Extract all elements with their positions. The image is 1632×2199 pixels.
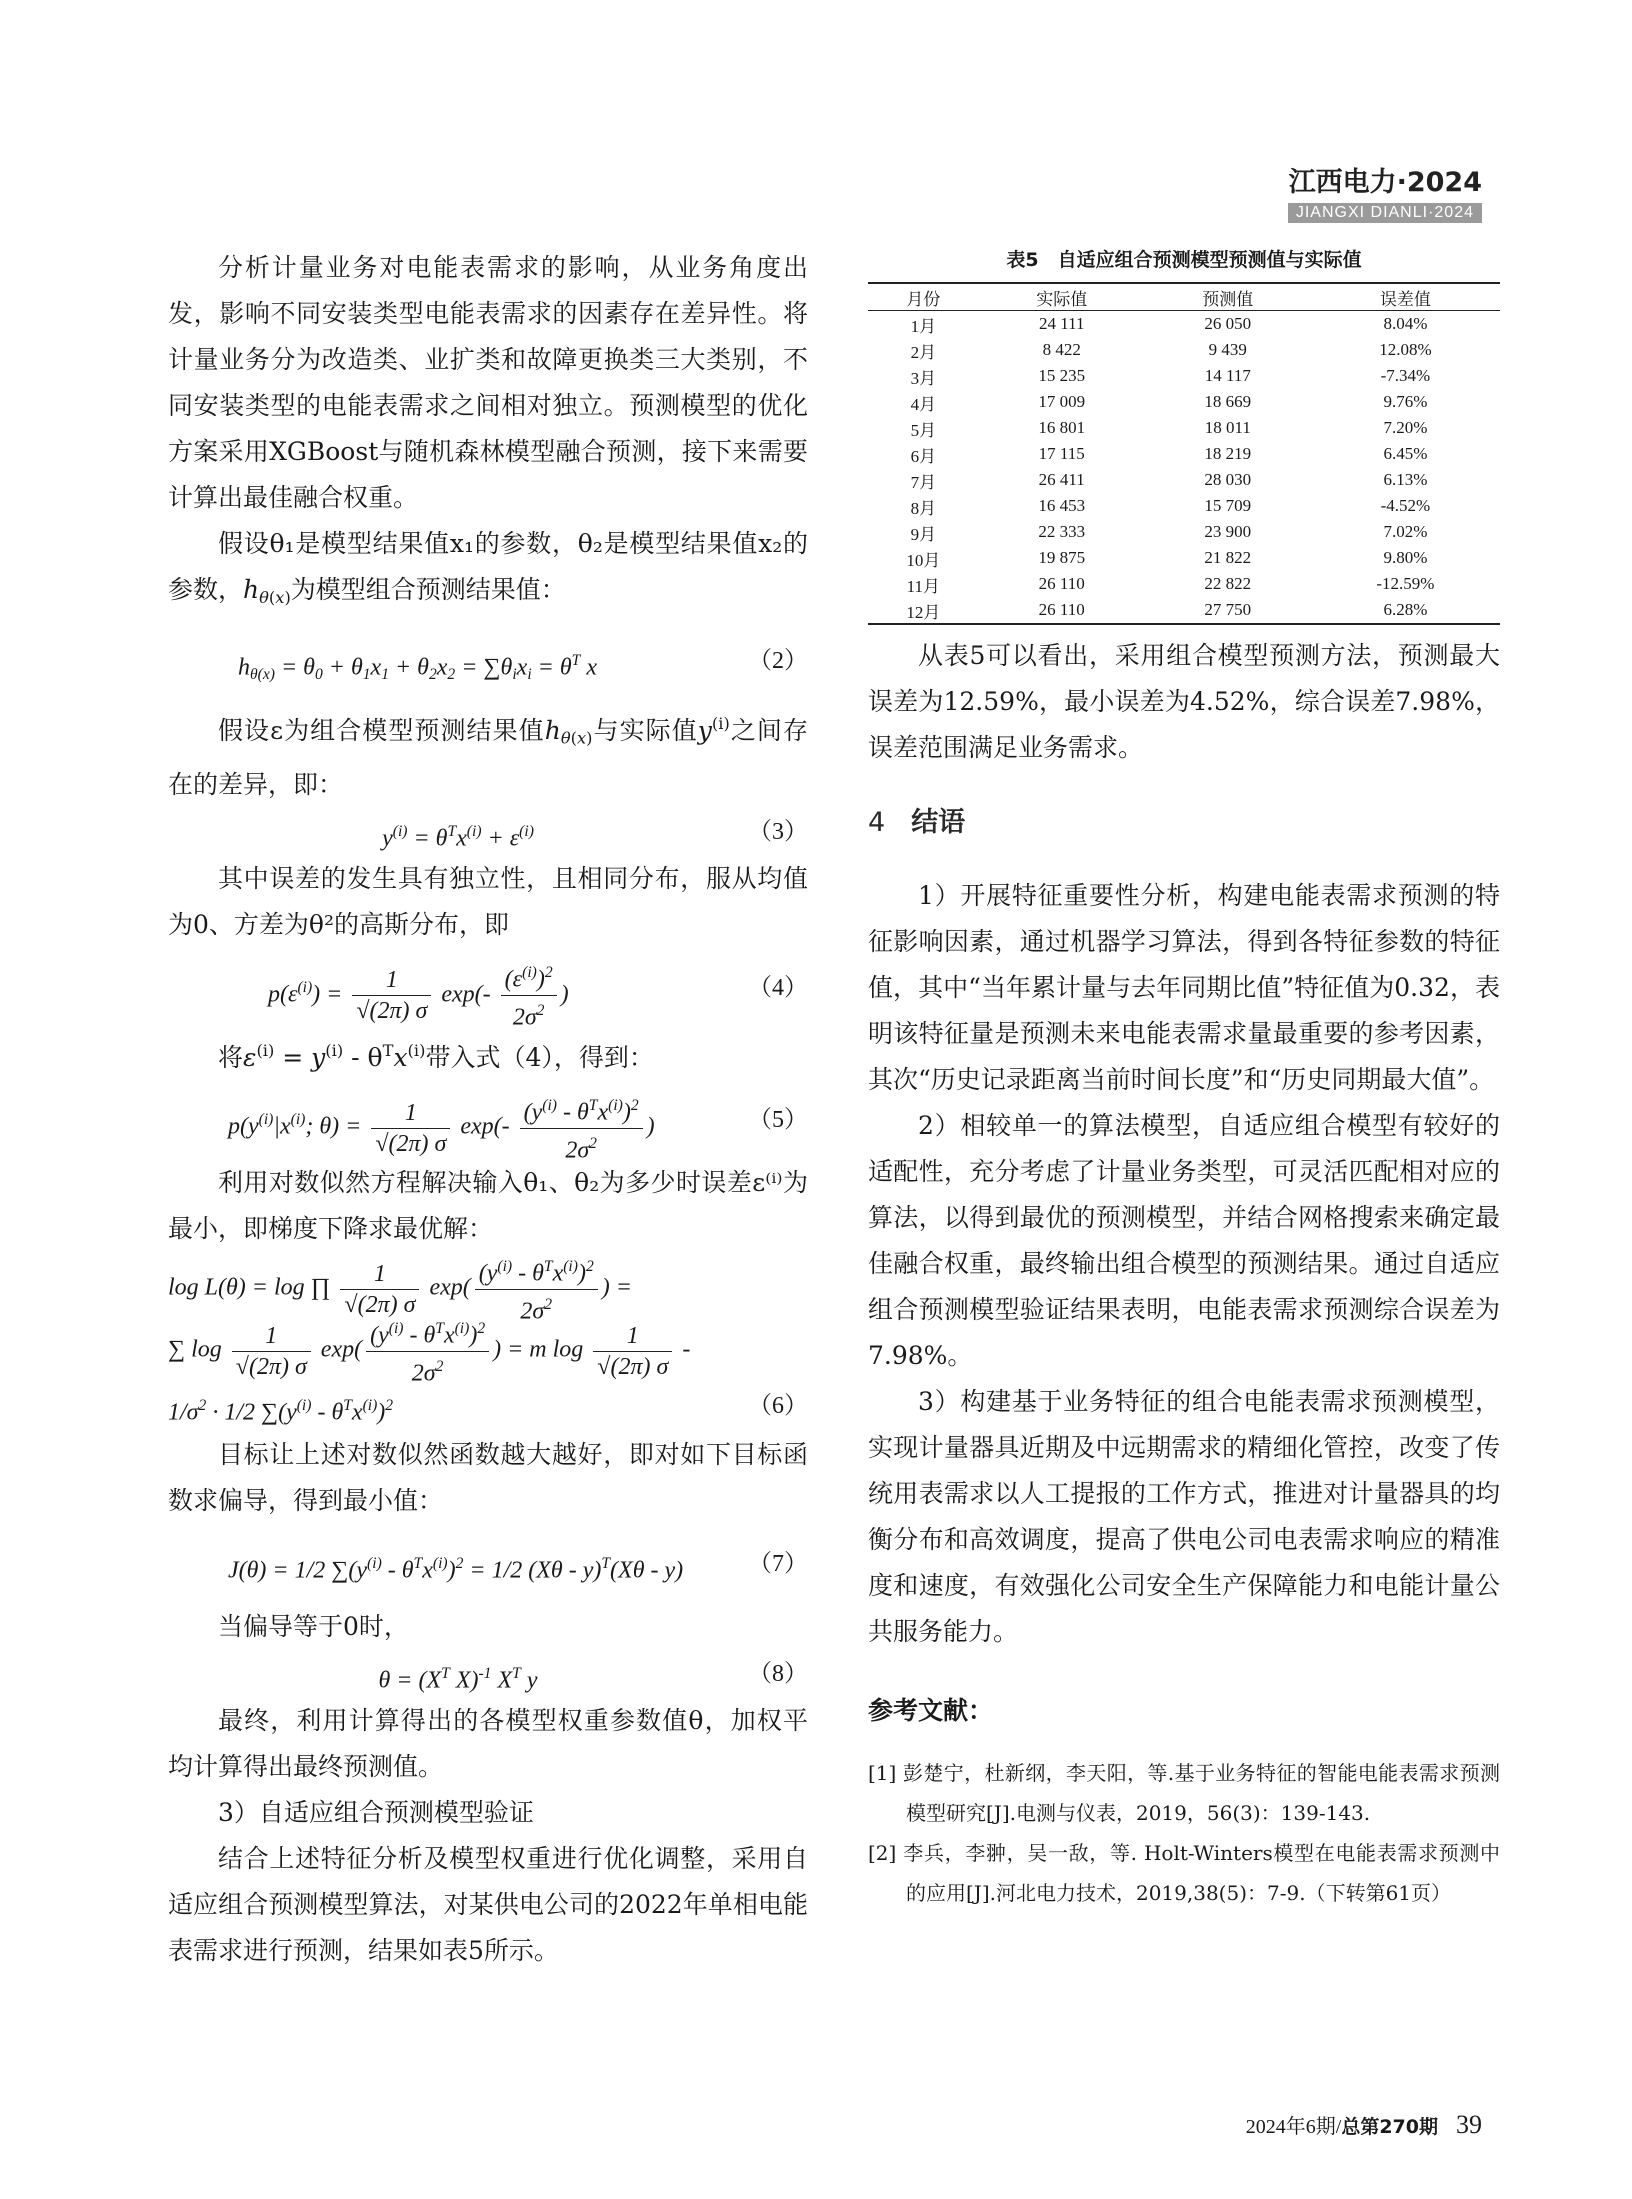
table-header: 实际值: [1036, 289, 1088, 309]
table-cell: 7月: [910, 472, 937, 492]
table-row: [868, 363, 1500, 389]
journal-header: [1288, 160, 1482, 223]
paragraph: 利用对数似然方程解决输入θ₁、θ₂为多少时误差ε⁽ⁱ⁾为最小，即梯度下降求最优解：: [168, 1168, 808, 1244]
equation-7: J(θ) = 1/2 $\sum(y^{(i)} - \theta^Tx^{(i)})^2 = 1/2$ (Xθ - y)$^T$(Xθ - y) （7）: [228, 1551, 808, 1584]
table-row: [868, 441, 1500, 467]
paragraph: 当偏导等于0时，: [218, 1612, 409, 1642]
table-cell: 26 110: [1038, 600, 1085, 619]
table-cell: 19 875: [1038, 548, 1086, 567]
table-cell: 3月: [910, 368, 937, 388]
results-table: [868, 282, 1500, 625]
paragraph: 3）构建基于业务特征的组合电能表需求预测模型，实现计量器具近期及中远期需求的精细化管控，改变了传统用表需求以人工提报的工作方式，推进对计量器具的均衡分布和高效调度，提高了供电公司电表需求响应的精准度和速度，有效强化公司安全生产保障能力和电能计量公共服务能力。: [868, 1387, 1500, 1646]
paragraph: 从表5可以看出，采用组合模型预测方法，预测最大误差为12.59%，最小误差为4.52%，综合误差7.98%，误差范围满足业务需求。: [868, 641, 1500, 762]
table-cell: 5月: [910, 420, 937, 440]
table-cell: 14 117: [1204, 366, 1251, 385]
table-row: [868, 467, 1500, 493]
table-row: [868, 415, 1500, 441]
table-cell: 4月: [910, 394, 937, 414]
paragraph: 1）开展特征重要性分析，构建电能表需求预测的特征影响因素，通过机器学习算法，得到各特征参数的特征值，其中“当年累计量与去年同期比值”特征值为0.32，表明该特征量是预测未来电能表需求量最重要的参考因素，其次“历史记录距离当前时间长度”和“历史同期最大值”。: [868, 881, 1500, 1094]
table-cell: 21 822: [1204, 548, 1252, 567]
table-cell: 6.28%: [1383, 600, 1428, 619]
table-cell: 9.80%: [1383, 548, 1428, 567]
equation-4: $p(\varepsilon^{(i)})$ = $\frac{1}{√(2\pi) \sigma}$ exp(- $\frac{(\varepsilon^{(i)})^2}{2\sigma^2}$ ) （4）: [168, 948, 808, 1028]
table-cell: 6.45%: [1383, 444, 1428, 463]
table-cell: 26 411: [1038, 470, 1085, 489]
table-row: [868, 389, 1500, 415]
paragraph: 假设θ₁是模型结果值x₁的参数，θ₂是模型结果值x₂的参数，$h_{\theta(x)}$为模型组合预测结果值：: [168, 529, 808, 607]
table-cell: -4.52%: [1380, 496, 1431, 515]
table-cell: 16 453: [1038, 496, 1086, 515]
table-cell: 1月: [910, 316, 937, 336]
page-number: 39: [1456, 2110, 1482, 2139]
table-row: [868, 493, 1500, 519]
table-cell: 26 110: [1038, 574, 1085, 593]
paragraph: 最终，利用计算得出的各模型权重参数值θ，加权平均计算得出最终预测值。: [168, 1706, 808, 1782]
table-header: 预测值: [1202, 289, 1254, 309]
equation-2: $h_{\theta(x)} = \theta_0 + \theta_1x_1 + \theta_2x_2 = \sum\theta_ix_i = \theta^T$ x （2）: [238, 647, 808, 683]
table-row: [868, 545, 1500, 571]
right-column: [868, 245, 1500, 1913]
table-cell: 12月: [906, 602, 941, 622]
equation-3: $y^{(i)} = \theta^Tx^{(i)} + \varepsilon^{(i)}$ （3）: [382, 818, 808, 851]
table-header-row: [868, 283, 1500, 311]
references-heading: 参考文献：: [868, 1696, 994, 1725]
table-cell: 7.02%: [1383, 522, 1428, 541]
table-cell: 28 030: [1204, 470, 1252, 489]
table-cell: 18 011: [1204, 418, 1251, 437]
table-cell: 18 219: [1204, 444, 1252, 463]
reference-item: [2] 李兵，李翀，吴一敌，等. Holt-Winters模型在电能表需求预测中的应用[J].河北电力技术，2019,38(5)：7-9.（下转第61页）: [868, 1841, 1500, 1905]
table-cell: 9 439: [1208, 340, 1247, 359]
paragraph: 将$\varepsilon^{(i)} = y^{(i)} - \theta^Tx^{(i)}$带入式（4），得到：: [218, 1040, 654, 1072]
table-cell: 7.20%: [1383, 418, 1428, 437]
reference-item: [1] 彭楚宁，杜新纲，李天阳，等.基于业务特征的智能电能表需求预测模型研究[J].电测与仪表，2019，56(3)：139-143.: [868, 1761, 1500, 1825]
table-cell: -12.59%: [1376, 574, 1435, 593]
table-cell: 15 709: [1204, 496, 1252, 515]
table-cell: 24 111: [1038, 314, 1085, 333]
table-cell: 10月: [906, 550, 941, 570]
table-cell: 12.08%: [1379, 340, 1432, 359]
table-caption: 表5 自适应组合预测模型预测值与实际值: [1006, 249, 1362, 271]
table-cell: 27 750: [1204, 600, 1252, 619]
paragraph: 2）相较单一的算法模型，自适应组合模型有较好的适配性，充分考虑了计量业务类型，可灵活匹配相对应的算法，以得到最优的预测模型，并结合网格搜索来确定最佳融合权重，最终输出组合模型的预测结果。通过自适应组合预测模型验证结果表明，电能表需求预测综合误差为7.98%。: [868, 1111, 1500, 1370]
table-cell: 23 900: [1204, 522, 1252, 541]
paragraph: 其中误差的发生具有独立性，且相同分布，服从均值为0、方差为θ²的高斯分布，即: [168, 863, 808, 939]
table-cell: 8 422: [1042, 340, 1081, 359]
table-cell: 18 669: [1204, 392, 1252, 411]
table-cell: 9月: [910, 524, 937, 544]
paragraph: 结合上述特征分析及模型权重进行优化调整，采用自适应组合预测模型算法，对某供电公司的2022年单相电能表需求进行预测，结果如表5所示。: [168, 1844, 808, 1966]
table-cell: 16 801: [1038, 418, 1086, 437]
table-row: [868, 571, 1500, 597]
table-cell: -7.34%: [1380, 366, 1431, 385]
table-cell: 22 822: [1204, 574, 1252, 593]
page-footer: 2024年6期/总第270期 39: [1245, 2110, 1482, 2139]
paragraph: 假设ε为组合模型预测结果值$h_{\theta(x)}$与实际值$y^{(i)}$之间存在的差异，即：: [168, 713, 808, 799]
journal-title-en: JIANGXI DIANLI·2024: [1288, 203, 1482, 223]
table-header: 月份: [906, 289, 941, 309]
table-cell: 2月: [910, 342, 937, 362]
paragraph: 目标让上述对数似然函数越大越好，即对如下目标函数求偏导，得到最小值：: [168, 1440, 808, 1516]
table-cell: 8月: [910, 498, 937, 518]
table-row: [868, 597, 1500, 624]
table-header: 误差值: [1379, 289, 1431, 309]
equation-6: log L(θ) = log ∏ $\frac{1}{√(2\pi) \sigma}$ exp( $\frac{(y^{(i)} - \theta^Tx^{(i)})^2}{2\sigma^2}$ ) = ∑ log $\frac{1}{√(2\pi) \sigma}$ exp( $\frac{(y^{(i)} - \theta^Tx^{(i)})^2}{2\sigma^2}$ ) = m log $\frac{1}{√(2\pi) \sigma}$ - $1/\sigma^2 \cdot 1/2$ $\sum(y^{(i)} - \theta^Tx^{(i)})^2$ （6）: [168, 1252, 808, 1432]
table-cell: 17 009: [1038, 392, 1086, 411]
paragraph: 分析计量业务对电能表需求的影响，从业务角度出发，影响不同安装类型电能表需求的因素存在差异性。将计量业务分为改造类、业扩类和故障更换类三大类别，不同安装类型的电能表需求之间相对独立。预测模型的优化方案采用XGBoost与随机森林模型融合预测，接下来需要计算出最佳融合权重。: [168, 253, 808, 512]
left-column: [168, 245, 808, 1974]
journal-title: 江西电力·2024: [1288, 167, 1482, 198]
subheading: 3）自适应组合预测模型验证: [218, 1798, 534, 1828]
table-cell: 22 333: [1038, 522, 1086, 541]
equation-5: $p(y^{(i)}|x^{(i)}$; θ) = $\frac{1}{√(2\pi) \sigma}$ exp(- $\frac{(y^{(i)} - \theta^Tx^{(i)})^2}{2\sigma^2}$ ) （5）: [168, 1080, 808, 1160]
section-heading: 4 结语: [868, 807, 966, 838]
table-cell: 6.13%: [1383, 470, 1428, 489]
table-cell: 17 115: [1038, 444, 1085, 463]
table-cell: 11月: [906, 576, 941, 596]
table-cell: 26 050: [1204, 314, 1252, 333]
equation-8: $\theta = (X^T$ X)$^{-1}$ $X^T$ y （8）: [378, 1661, 808, 1694]
table-cell: 15 235: [1038, 366, 1086, 385]
table-row: [868, 519, 1500, 545]
table-row: [868, 311, 1500, 338]
table-cell: 8.04%: [1383, 314, 1428, 333]
table-cell: 6月: [910, 446, 937, 466]
table-row: [868, 337, 1500, 363]
table-cell: 9.76%: [1383, 392, 1428, 411]
